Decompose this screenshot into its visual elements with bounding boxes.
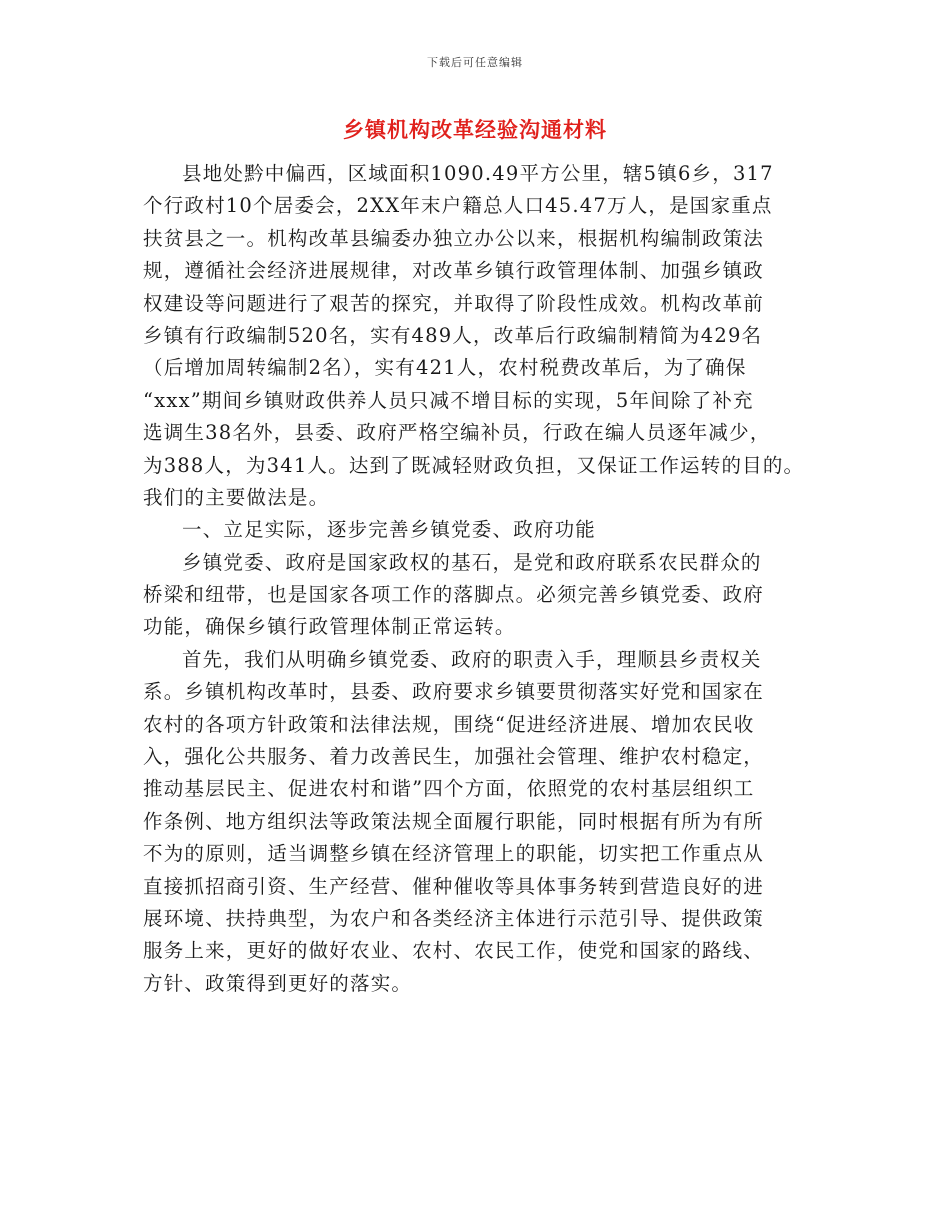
text-line: 农村的各项方针政策和法律法规，围绕“促进经济进展、增加农民收 (143, 712, 755, 736)
text-line: 乡镇党委、政府是国家政权的基石，是党和政府联系农民群众的 (182, 550, 762, 574)
text-line: 扶贫县之一。机构改革县编委办独立办公以来，根据机构编制政策法 (143, 226, 765, 250)
text-line: 桥梁和纽带，也是国家各项工作的落脚点。必须完善乡镇党委、政府 (143, 583, 765, 607)
header-note: 下载后可任意编辑 (427, 56, 523, 69)
text-line: 乡镇有行政编制520名，实有489人，改革后行政编制精简为429名 (143, 323, 763, 347)
text-line: 作条例、地方组织法等政策法规全面履行职能，同时根据有所为有所 (143, 809, 765, 833)
text-line: 权建设等问题进行了艰苦的探究，并取得了阶段性成效。机构改革前 (143, 291, 765, 315)
text-line: 展环境、扶持典型，为农户和各类经济主体进行示范引导、提供政策 (143, 906, 765, 930)
text-line: 服务上来，更好的做好农业、农村、农民工作，使党和国家的路线、 (143, 939, 765, 963)
text-line: 一、立足实际，逐步完善乡镇党委、政府功能 (182, 518, 597, 542)
text-line: 方针、政策得到更好的落实。 (143, 971, 413, 995)
text-line: （后增加周转编制2名），实有421人，农村税费改革后，为了确保 (143, 356, 747, 380)
document-title: 乡镇机构改革经验沟通材料 (343, 117, 607, 142)
text-line: 为388人，为341人。达到了既减轻财政负担，又保证工作运转的目的。 (143, 453, 805, 477)
document-body (143, 158, 823, 1000)
text-line: 直接抓招商引资、生产经营、催种催收等具体事务转到营造良好的进 (143, 874, 765, 898)
text-line: 规，遵循社会经济进展规律，对改革乡镇行政管理体制、加强乡镇政 (143, 259, 765, 283)
text-line: “xxx”期间乡镇财政供养人员只减不增目标的实现，5年间除了补充 (143, 388, 754, 412)
text-line: 县地处黔中偏西，区域面积1090.49平方公里，辖5镇6乡，317 (182, 162, 774, 185)
text-line: 选调生38名外，县委、政府严格空编补员，行政在编人员逐年减少， (143, 421, 771, 445)
text-line: 系。乡镇机构改革时，县委、政府要求乡镇要贯彻落实好党和国家在 (143, 680, 765, 704)
text-line: 我们的主要做法是。 (143, 485, 330, 509)
text-line: 推动基层民主、促进农村和谐”四个方面，依照党的农村基层组织工 (143, 777, 755, 801)
text-line: 功能，确保乡镇行政管理体制正常运转。 (143, 615, 516, 639)
text-line: 个行政村10个居委会，2XX年末户籍总人口45.47万人，是国家重点 (143, 194, 773, 218)
text-line: 入，强化公共服务、着力改善民生，加强社会管理、维护农村稳定， (143, 745, 765, 769)
text-line: 不为的原则，适当调整乡镇在经济管理上的职能，切实把工作重点从 (143, 842, 765, 866)
text-line: 首先，我们从明确乡镇党委、政府的职责入手，理顺县乡责权关 (182, 647, 762, 671)
